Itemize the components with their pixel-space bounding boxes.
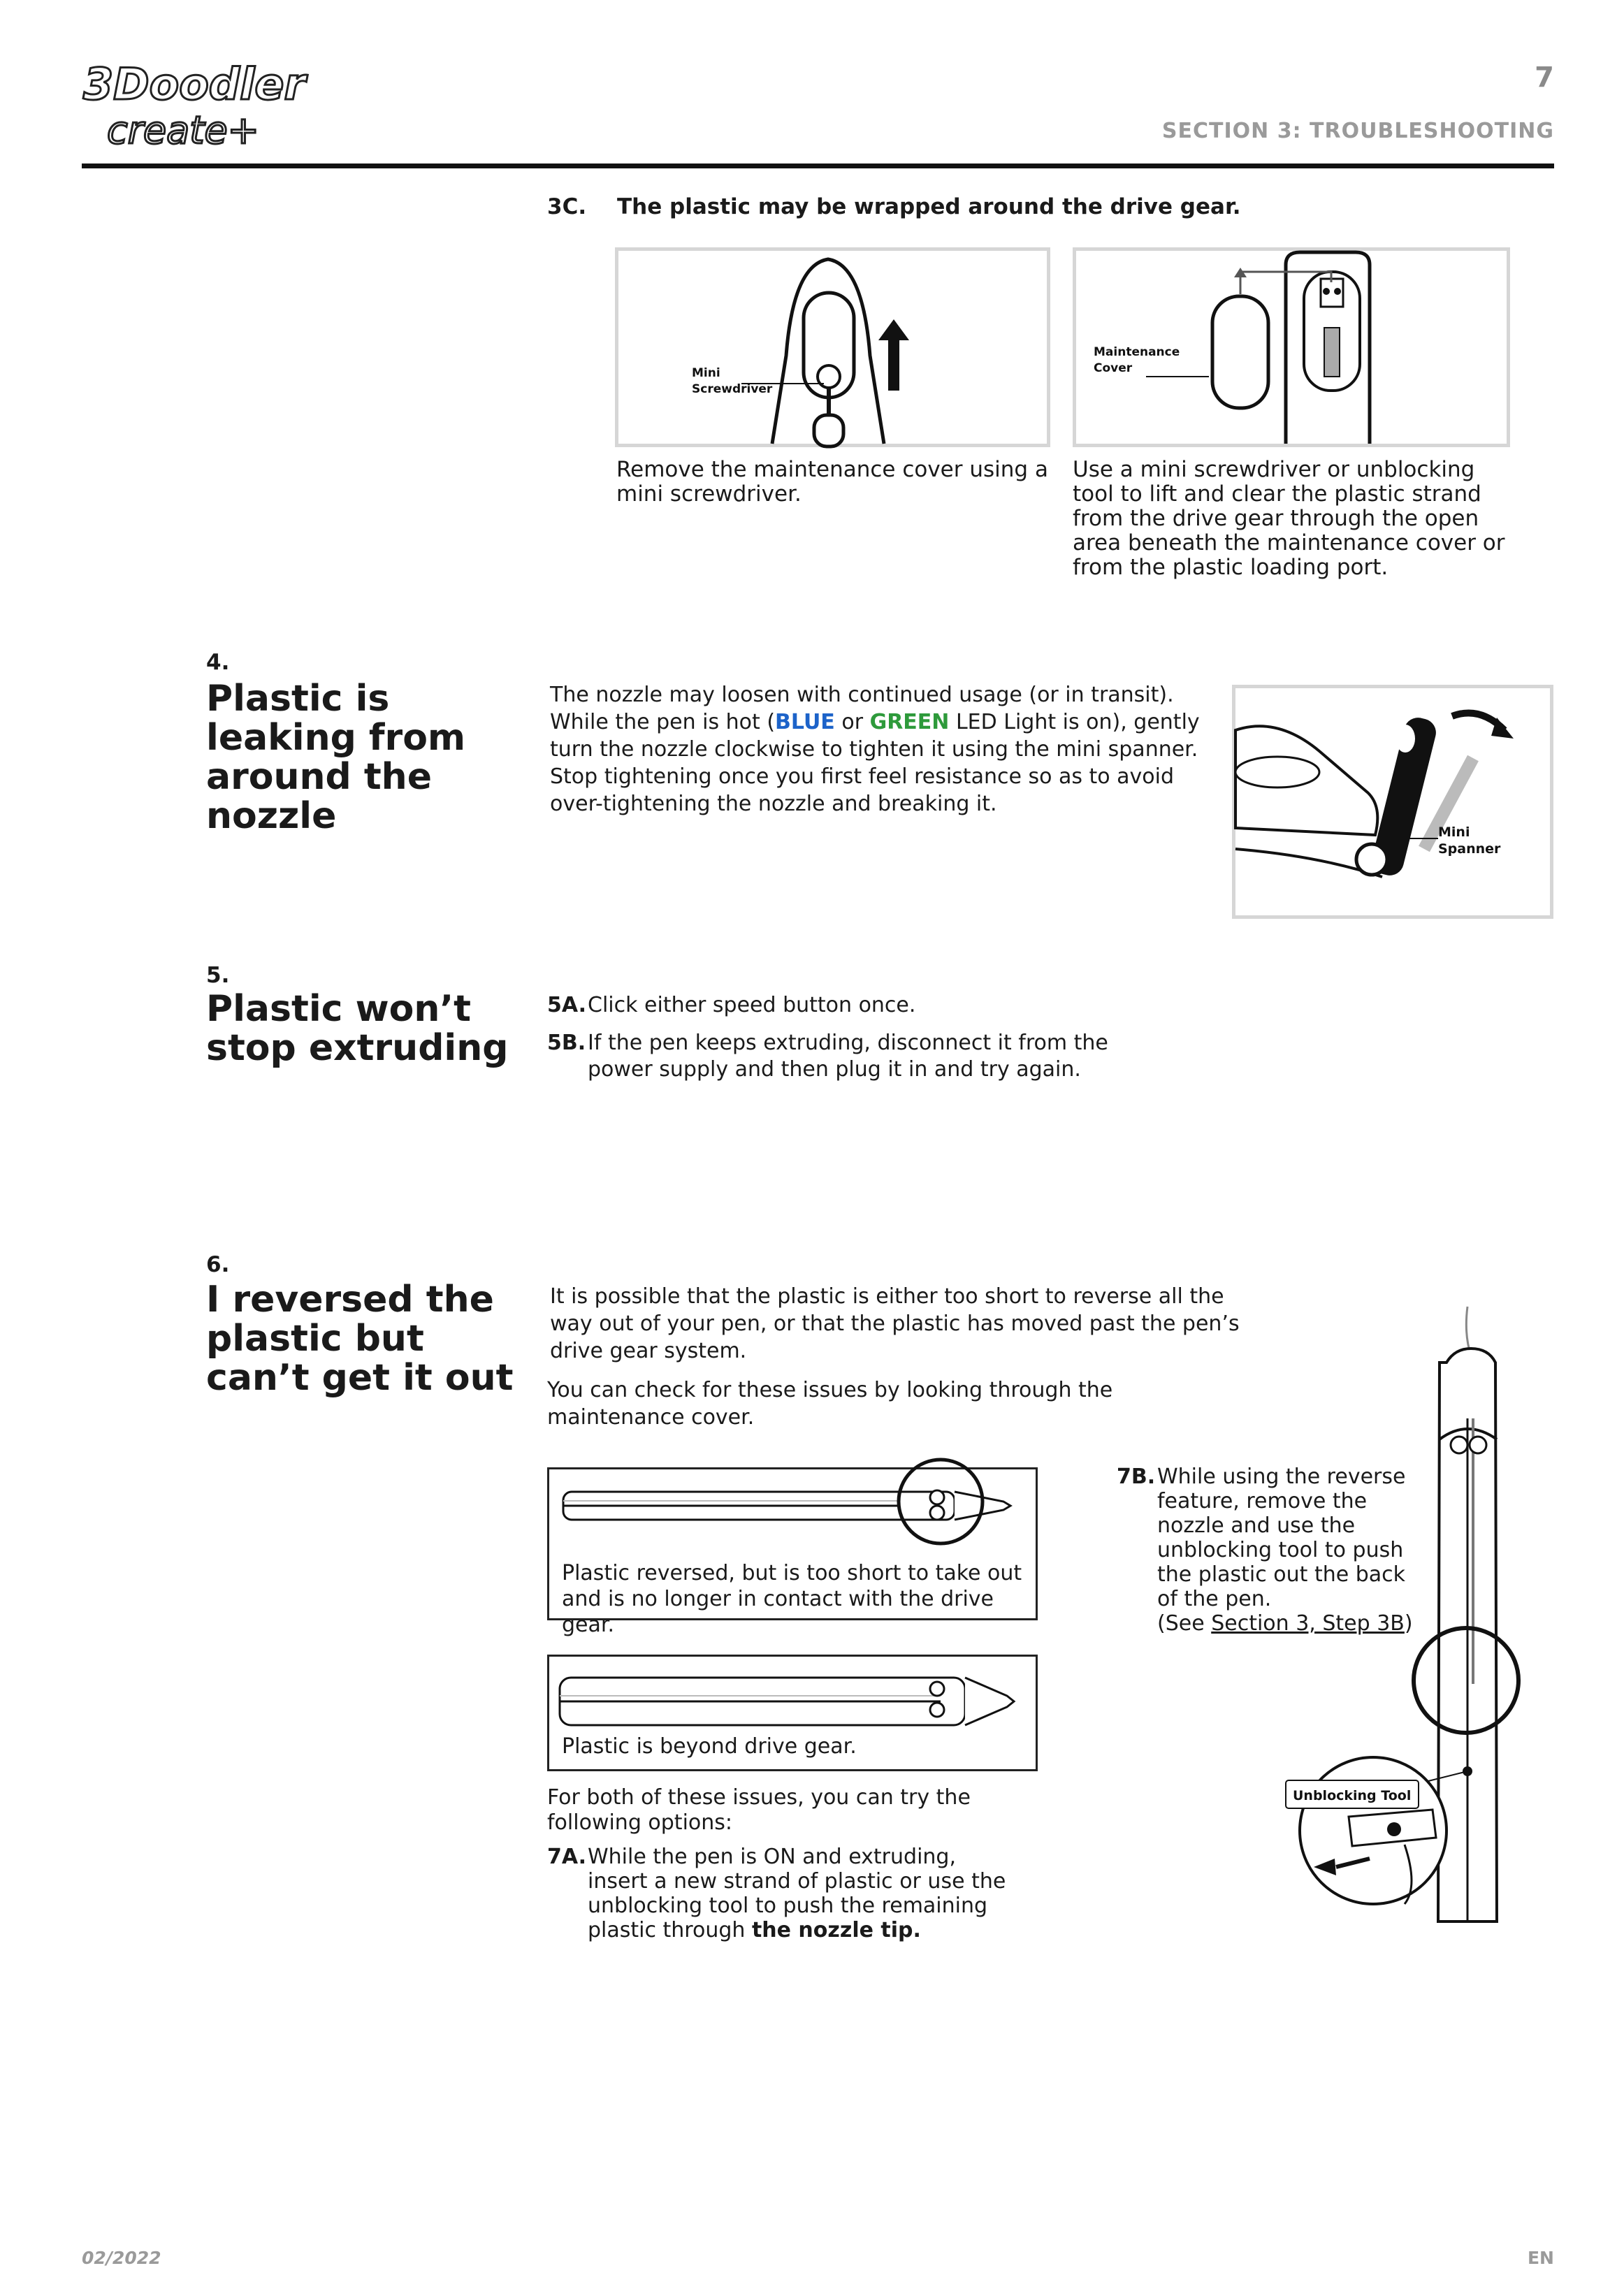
section-5-number: 5. — [206, 963, 230, 988]
section-4-number: 4. — [206, 650, 230, 675]
maintenance-cover-label-1: Maintenance — [1094, 345, 1180, 359]
figure-maintenance-cover — [1073, 247, 1510, 447]
item-7a-bold: the nozzle tip. — [751, 1918, 921, 1942]
mini-spanner-label-2: Spanner — [1438, 841, 1501, 857]
logo-text-sub: create+ — [107, 108, 259, 152]
section-5-item — [547, 992, 1176, 1019]
maintenance-cover-illustration — [1076, 251, 1507, 444]
section-4-text-or: or — [834, 710, 870, 734]
blue-led-label: BLUE — [775, 710, 835, 734]
footer-language: EN — [1527, 2248, 1554, 2268]
section-title: SECTION 3: TROUBLESHOOTING — [1161, 119, 1554, 143]
mini-spanner-illustration — [1235, 688, 1550, 915]
section-6-number: 6. — [206, 1252, 230, 1277]
item-7a-text: While the pen is ON and extruding, insert a new strand of plastic or use the unblocking tool to push the remaining plastic through — [588, 1845, 1006, 1942]
step-3c-heading — [547, 194, 1241, 219]
plastic-too-short-caption: Plastic reversed, but is too short to take out and is no longer in contact with the drive gear. — [562, 1561, 1022, 1637]
vertical-pen-illustration — [1272, 1307, 1537, 1935]
item-5b-key: 5B. — [547, 1031, 586, 1055]
page-number: 7 — [1535, 61, 1554, 94]
mini-screwdriver-label-2: Screwdriver — [692, 382, 773, 396]
section-5-item — [547, 1030, 1176, 1082]
brand-logo — [80, 56, 306, 154]
item-5a-key: 5A. — [547, 993, 587, 1017]
green-led-label: GREEN — [869, 710, 950, 734]
footer-date: 02/2022 — [82, 2248, 161, 2268]
plastic-too-short-box — [547, 1467, 1038, 1637]
pen-cross-section-short — [549, 1469, 1036, 1539]
logo-text-main: 3Doodler — [83, 59, 306, 110]
item-7a-body — [588, 1845, 1021, 1942]
section-5-title: Plastic won’t stop extruding — [206, 988, 509, 1069]
mini-spanner-label-1: Mini — [1438, 824, 1470, 840]
section-6-title: I reversed the plastic but can’t get it out — [206, 1279, 514, 1399]
figure-maintenance-cover-caption: Use a mini screwdriver or unblocking tool to lift and clear the plastic strand from the drive gear through the open area beneath the maintenance cover or from the plastic loading port. — [1073, 457, 1505, 580]
section-6-para-2: You can check for these issues by looking through the maintenance cover. — [547, 1378, 1113, 1430]
figure-remove-cover — [615, 247, 1050, 447]
step-3c-title: The plastic may be wrapped around the drive gear. — [617, 194, 1241, 219]
step-3c-number: 3C. — [547, 194, 587, 219]
item-7a-key: 7A. — [547, 1845, 587, 1869]
options-intro: For both of these issues, you can try the following options: — [547, 1785, 971, 1835]
header-divider — [82, 164, 1554, 168]
section-6-para-1: It is possible that the plastic is either too short to reverse all the way out of your pen, or that the plastic has moved past the pen’s drive gear system. — [550, 1284, 1240, 1363]
pen-cross-section-beyond — [549, 1657, 1036, 1727]
item-5a-text: Click either speed button once. — [588, 993, 916, 1017]
option-7a — [547, 1845, 1036, 1942]
maintenance-cover-label-2: Cover — [1094, 361, 1133, 375]
item-7b-text: While using the reverse feature, remove the nozzle and use the unblocking tool to push the plastic out the back of the pen. — [1157, 1465, 1406, 1611]
section-3-step-3b-link[interactable]: Section 3, Step 3B — [1211, 1611, 1405, 1636]
section-4-title: Plastic is leaking from around the nozzle — [206, 678, 466, 837]
mini-screwdriver-label-1: Mini — [692, 366, 720, 380]
unblocking-tool-label: Unblocking Tool — [1293, 1788, 1412, 1803]
pen-screwdriver-illustration — [618, 251, 1047, 444]
plastic-beyond-gear-caption: Plastic is beyond drive gear. — [562, 1734, 857, 1759]
section-4-text-b: LED Light is on), gently turn the nozzle clockwise to tighten it using the mini spanner. Stop tightening once you first feel resistance so as to avoid over-tightening the nozzle and breaking it. — [550, 710, 1200, 816]
item-5b-text: If the pen keeps extruding, disconnect it from the power supply and then plug it in and try again. — [588, 1031, 1108, 1082]
item-7b-see-post: ) — [1404, 1611, 1413, 1636]
plastic-beyond-gear-box — [547, 1655, 1038, 1771]
item-7b-key: 7B. — [1117, 1465, 1156, 1489]
figure-mini-spanner — [1232, 685, 1553, 919]
section-4-text-a: The nozzle may loosen with continued usage (or in transit). While the pen is hot ( — [550, 683, 1174, 734]
item-7b-see-pre: (See — [1157, 1611, 1212, 1636]
section-4-description — [550, 681, 1214, 818]
figure-remove-cover-caption: Remove the maintenance cover using a mini screwdriver. — [616, 457, 1048, 507]
